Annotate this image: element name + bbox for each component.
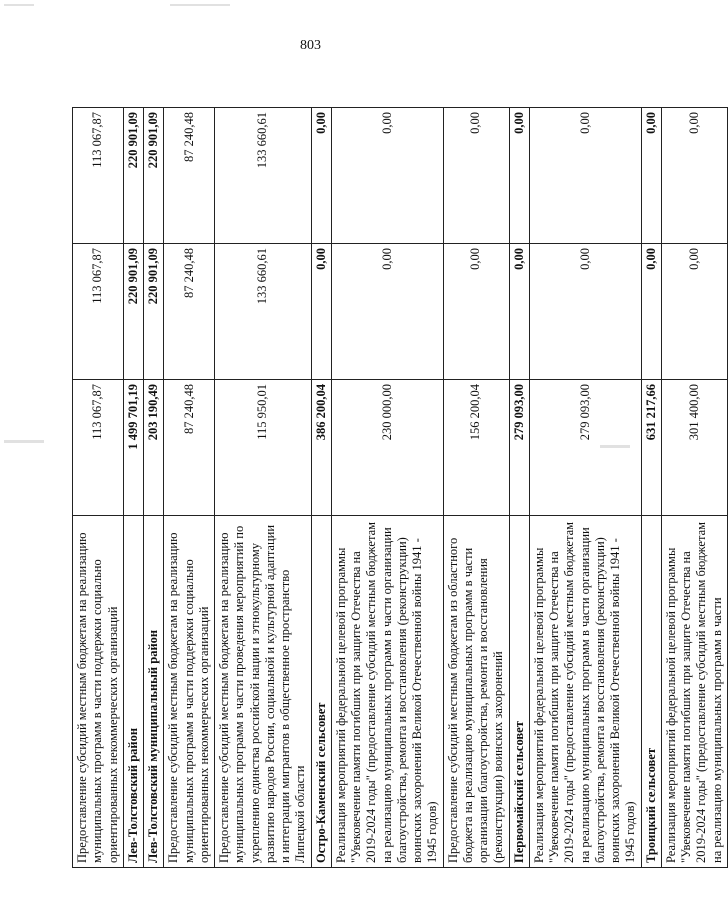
row-value-3: 87 240,48 [164,108,215,244]
row-value-2: 0,00 [311,244,331,380]
table-row [331,108,443,868]
rotated-table-wrapper [72,108,724,868]
row-value-1: 203 190,49 [144,380,164,516]
budget-table [72,107,728,868]
table-row [123,108,143,868]
table-row [661,108,727,868]
table-row [215,108,312,868]
row-value-2: 0,00 [661,244,727,380]
row-value-1: 279 093,00 [529,380,641,516]
row-description: Предоставление субсидий местным бюджетам на реализацию муниципальных программ в части поддержки социально ориентированных некоммерческих организаций [164,516,215,868]
row-value-2: 0,00 [331,244,443,380]
table-row [443,108,509,868]
row-value-1: 230 000,00 [331,380,443,516]
row-value-3: 0,00 [529,108,641,244]
row-description: Троицкий сельсовет [641,516,661,868]
page-number: 803 [300,38,321,53]
row-description: Лев-Толстовский муниципальный район [144,516,164,868]
row-value-3: 133 660,61 [215,108,312,244]
row-value-1: 301 400,00 [661,380,727,516]
row-value-3: 113 067,87 [73,108,124,244]
row-value-3: 0,00 [641,108,661,244]
row-description: Предоставление субсидий местным бюджетам на реализацию муниципальных программ в части проведения мероприятий по укреплению единства российской нации и этнокультурному развитию народов России, социальной и культурной адаптации и интеграции мигрантов в общественное пространство Липецкой области [215,516,312,868]
row-value-1: 156 200,04 [443,380,509,516]
row-value-1: 279 093,00 [509,380,529,516]
table-row [144,108,164,868]
row-value-1: 115 950,01 [215,380,312,516]
row-description: Реализация мероприятий федеральной целевой программы "Увековечение памяти погибших при защите Отечества на 2019-2024 годы" (предоставление субсидий местным бюджетам на реализацию муниципальных программ в части организации благоустройства, ремонта и восстановления (реконструкции) воинских захоронений Великой Отечественной войны 1941 - 1945 годов) [331,516,443,868]
row-value-3: 0,00 [661,108,727,244]
row-value-3: 220 901,09 [123,108,143,244]
row-value-1: 87 240,48 [164,380,215,516]
row-value-1: 1 499 701,19 [123,380,143,516]
table-row [641,108,661,868]
scan-mark [4,4,34,6]
row-value-3: 0,00 [443,108,509,244]
row-description: Реализация мероприятий федеральной целевой программы "Увековечение памяти погибших при защите Отечества на 2019-2024 годы" (предоставление субсидий местным бюджетам на реализацию муниципальных программ в части организации благоустройства, ремонта и восстановления (реконструкции) воинских захоронений Великой Отечественной войны 1941 - 1945 годов) [529,516,641,868]
table-body [73,108,728,868]
row-value-1: 113 067,87 [73,380,124,516]
row-value-3: 220 901,09 [144,108,164,244]
row-value-1: 386 200,04 [311,380,331,516]
row-description: Остро-Каменский сельсовет [311,516,331,868]
row-value-2: 0,00 [443,244,509,380]
scan-mark [170,4,230,6]
row-value-2: 0,00 [641,244,661,380]
row-value-2: 87 240,48 [164,244,215,380]
row-value-2: 220 901,09 [123,244,143,380]
row-value-1: 631 217,66 [641,380,661,516]
table-row [164,108,215,868]
row-description: Предоставление субсидий местным бюджетам из областного бюджета на реализацию муниципальных программ в части организации благоустройства, ремонта и восстановления (реконструкции) воинских захоронений [443,516,509,868]
row-value-2: 0,00 [509,244,529,380]
row-value-2: 113 067,87 [73,244,124,380]
table-row [311,108,331,868]
row-description: Лев-Толстовский район [123,516,143,868]
row-description: Реализация мероприятий федеральной целевой программы "Увековечение памяти погибших при защите Отечества на 2019-2024 годы" (предоставление субсидий местным бюджетам на реализацию муниципальных программ в части [661,516,727,868]
row-value-2: 133 660,61 [215,244,312,380]
row-value-2: 220 901,09 [144,244,164,380]
table-row [529,108,641,868]
row-description: Предоставление субсидий местным бюджетам на реализацию муниципальных программ в части поддержки социально ориентированных некоммерческих организаций [73,516,124,868]
row-value-2: 0,00 [529,244,641,380]
row-value-3: 0,00 [311,108,331,244]
table-row [509,108,529,868]
scan-mark [4,440,44,443]
row-value-3: 0,00 [331,108,443,244]
row-description: Первомайский сельсовет [509,516,529,868]
table-row [73,108,124,868]
row-value-3: 0,00 [509,108,529,244]
